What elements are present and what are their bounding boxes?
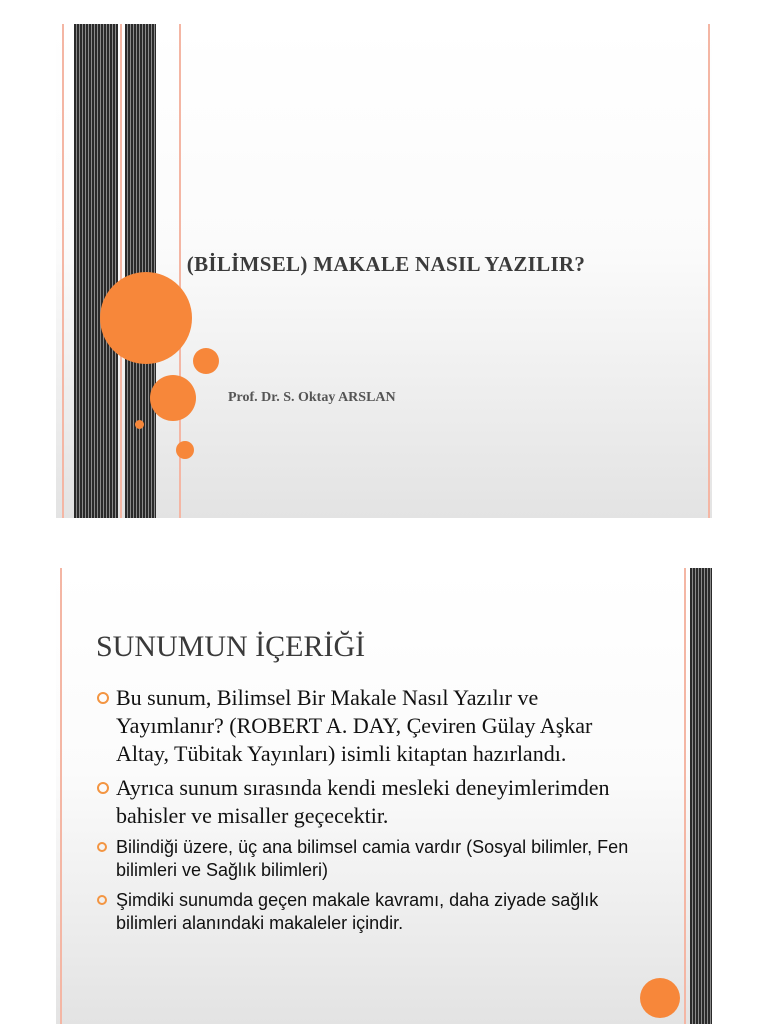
medium-circle-decoration — [150, 375, 196, 421]
circle-bullet-icon — [97, 782, 109, 794]
pink-line — [708, 24, 710, 518]
list-item — [96, 774, 636, 830]
author-name: Prof. Dr. S. Oktay ARSLAN — [228, 390, 396, 405]
tiny-circle-decoration — [135, 420, 144, 429]
large-circle-decoration — [100, 272, 192, 364]
bullet-text: Şimdiki sunumda geçen makale kavramı, daha ziyade sağlık bilimleri alanındaki makaleler içindir. — [116, 890, 599, 933]
striped-bar — [74, 24, 118, 518]
bullet-text: Ayrıca sunum sırasında kendi mesleki deneyimlerimden bahisler ve misaller geçecektir. — [116, 775, 610, 828]
bullet-text: Bu sunum, Bilimsel Bir Makale Nasıl Yazılır ve Yayımlanır? (ROBERT A. DAY, Çeviren Gülay Aşkar Altay, Tübitak Yayınları) isimli kitaptan hazırlandı. — [116, 685, 593, 766]
corner-circle-decoration — [640, 978, 680, 1018]
slide-title: (BİLİMSEL) MAKALE NASIL YAZILIR? — [186, 252, 586, 276]
list-item — [96, 684, 636, 768]
bullet-text: Bilindiği üzere, üç ana bilimsel camia vardır (Sosyal bilimler, Fen bilimleri ve Sağlık bilimleri) — [116, 837, 629, 880]
pink-line — [684, 568, 686, 1024]
circle-bullet-icon — [97, 842, 107, 852]
title-slide — [56, 24, 712, 518]
bullet-list — [96, 684, 636, 942]
pink-line — [62, 24, 64, 518]
small-circle-decoration — [176, 441, 194, 459]
slide-title: SUNUMUN İÇERİĞİ — [96, 630, 366, 663]
list-item — [96, 889, 636, 935]
small-circle-decoration — [193, 348, 219, 374]
circle-bullet-icon — [97, 895, 107, 905]
list-item — [96, 836, 636, 882]
striped-bar — [690, 568, 712, 1024]
contents-slide — [56, 568, 712, 1024]
circle-bullet-icon — [97, 692, 109, 704]
pink-line — [60, 568, 62, 1024]
